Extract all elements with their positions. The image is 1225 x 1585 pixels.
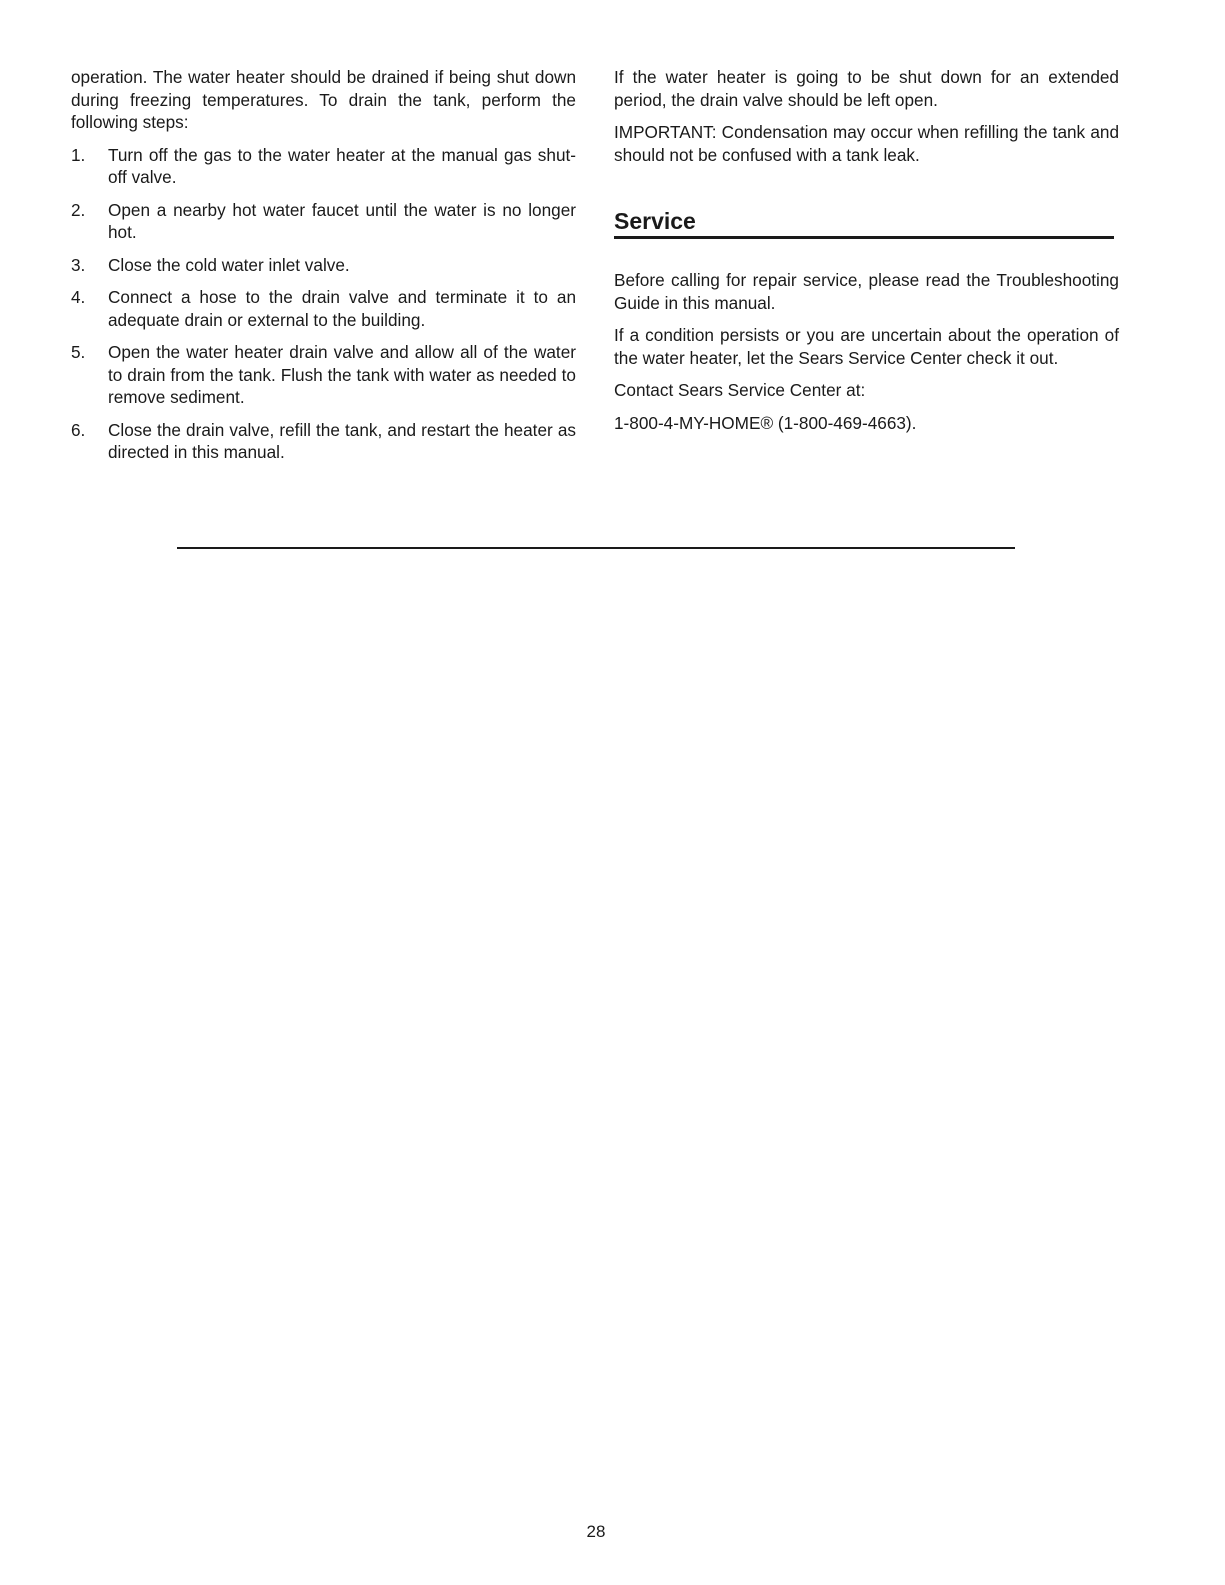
list-item — [71, 254, 576, 277]
step-text: Connect a hose to the drain valve and terminate it to an adequate drain or external to the building. — [108, 287, 576, 330]
step-number: 2. — [71, 199, 86, 220]
shutdown-paragraph: If the water heater is going to be shut down for an extended period, the drain valve should be left open. — [614, 67, 1119, 110]
step-number: 1. — [71, 144, 86, 165]
important-note: IMPORTANT: Condensation may occur when refilling the tank and should not be confused with a tank leak. — [614, 122, 1119, 165]
right-column — [614, 66, 1119, 434]
step-text: Turn off the gas to the water heater at the manual gas shut-off valve. — [108, 144, 576, 187]
page-number: 28 — [586, 1522, 606, 1541]
service-paragraph: Before calling for repair service, please read the Troubleshooting Guide in this manual. — [614, 270, 1119, 313]
step-text: Close the cold water inlet valve. — [108, 254, 350, 275]
list-item — [71, 199, 576, 244]
step-text: Open a nearby hot water faucet until the water is no longer hot. — [108, 199, 576, 242]
service-heading: Service — [614, 206, 1114, 239]
step-number: 5. — [71, 342, 86, 362]
left-column — [71, 66, 576, 474]
drain-intro-paragraph: operation. The water heater should be drained if being shut down during freezing temperatures. To drain the tank, perform the following steps: — [71, 67, 576, 132]
list-item — [71, 341, 576, 409]
step-number: 3. — [71, 254, 86, 275]
list-item — [71, 144, 576, 189]
drain-steps-list — [71, 144, 576, 464]
condition-paragraph: If a condition persists or you are uncertain about the operation of the water heater, let the Sears Service Center check it out. — [614, 325, 1119, 368]
phone-number: 1-800-4-MY-HOME® (1-800-469-4663). — [614, 412, 917, 433]
step-text: Open the water heater drain valve and allow all of the water to drain from the tank. Flush the tank with water as needed to remove sediment. — [108, 342, 576, 407]
step-number: 4. — [71, 287, 86, 307]
step-number: 6. — [71, 419, 86, 440]
list-item — [71, 286, 576, 331]
list-item — [71, 419, 576, 464]
section-divider — [177, 547, 1015, 549]
step-text: Close the drain valve, refill the tank, and restart the heater as directed in this manual. — [108, 419, 576, 462]
contact-label: Contact Sears Service Center at: — [614, 380, 866, 400]
